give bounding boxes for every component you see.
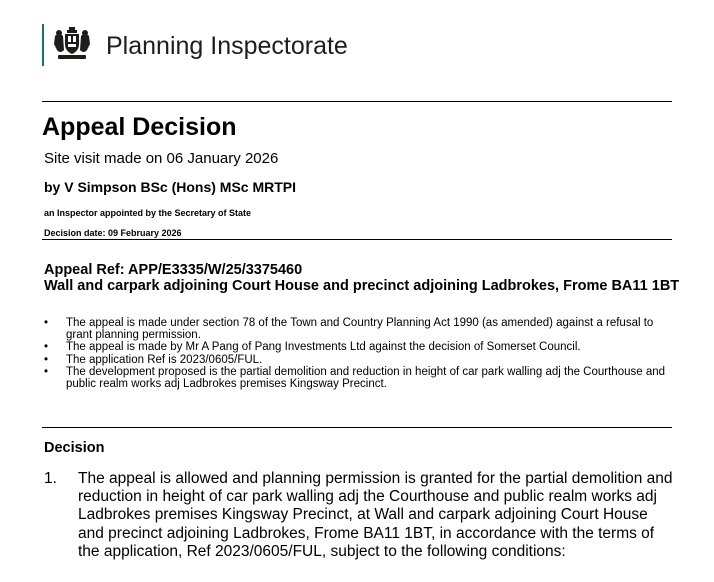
list-item: • The appeal is made by Mr A Pang of Pang Investments Ltd against the decision of Somerset Council. [44, 341, 674, 353]
site-visit-date: Site visit made on 06 January 2026 [44, 150, 279, 167]
logo-accent-bar [42, 24, 44, 66]
header-divider [42, 101, 672, 102]
paragraph-text: The appeal is allowed and planning permission is granted for the partial demolition and reduction in height of car park walling adj the Courthouse and public realm works adj Ladbrokes premises Kingsway Precinct, at Wall and carpark adjoining Court House and precinct adjoining Ladbrokes, Frome BA11 1BT, in accordance with the terms of the application, Ref 2023/0605/FUL, subject to the following conditions: [78, 470, 673, 560]
appointed-by: an Inspector appointed by the Secretary of State [44, 208, 252, 218]
paragraph-number: 1. [44, 470, 57, 487]
decision-date: Decision date: 09 February 2026 [44, 228, 182, 238]
page-title: Appeal Decision [42, 113, 237, 141]
royal-coat-of-arms-icon [52, 26, 92, 62]
appeal-summary-list [44, 317, 674, 390]
details-divider [42, 239, 672, 240]
list-item: • The development proposed is the partial demolition and reduction in height of car park walling adj the Courthouse and public realm works adj Ladbrokes premises Kingsway Precinct. [44, 366, 674, 390]
summary-divider [42, 427, 672, 428]
appeal-ref: Appeal Ref: APP/E3335/W/25/3375460 [44, 262, 303, 278]
list-item: • The appeal is made under section 78 of the Town and Country Planning Act 1990 (as amended) against a refusal to grant planning permission. [44, 317, 674, 341]
organisation-name: Planning Inspectorate [106, 32, 348, 60]
inspector-name: by V Simpson BSc (Hons) MSc MRTPI [44, 179, 297, 195]
decision-heading: Decision [44, 440, 105, 456]
appeal-reference-block [44, 262, 684, 294]
appeal-site: Wall and carpark adjoining Court House and precinct adjoining Ladbrokes, Frome BA11 1BT [44, 278, 680, 294]
list-item: • The application Ref is 2023/0605/FUL. [44, 354, 674, 366]
